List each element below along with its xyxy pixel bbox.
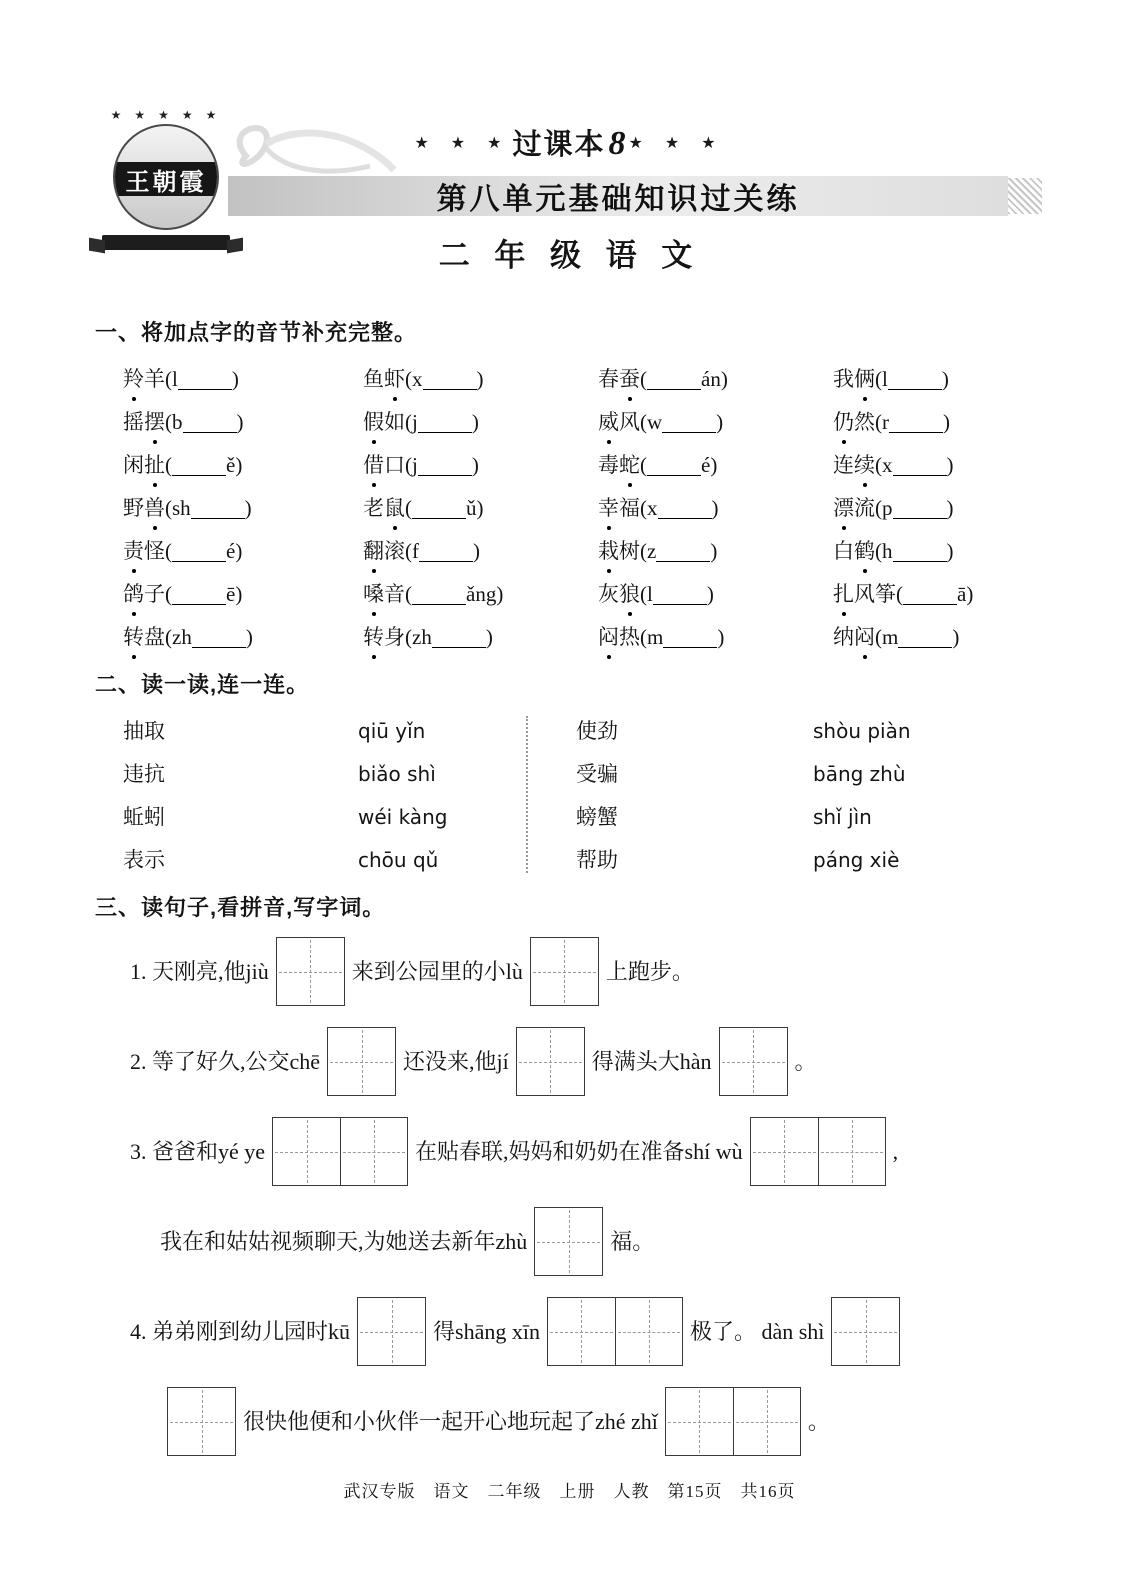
writing-box[interactable]: [665, 1387, 801, 1456]
writing-box[interactable]: [831, 1297, 900, 1366]
writing-box[interactable]: [167, 1387, 236, 1456]
stars-right-icon: ★ ★ ★: [628, 135, 725, 152]
sentence-text: 得shāng xīn: [433, 1318, 540, 1344]
writing-cell[interactable]: [548, 1298, 615, 1365]
match-pinyin-left[interactable]: chōu qǔ: [358, 848, 439, 872]
writing-cell[interactable]: [273, 1118, 340, 1185]
sentence-text: 。: [794, 1048, 817, 1074]
answer-blank[interactable]: [893, 518, 947, 519]
syllable-item: 灰狼(l ): [598, 577, 833, 611]
sentence-lines: [95, 937, 1084, 1456]
syllable-item: 仍然(r ): [833, 405, 1084, 439]
writing-cell[interactable]: [615, 1298, 682, 1365]
answer-blank[interactable]: [656, 561, 710, 562]
answer-blank[interactable]: [898, 647, 952, 648]
sentence-line: [160, 1387, 1084, 1456]
match-pinyin-right[interactable]: shòu piàn: [813, 719, 911, 743]
dotted-word: 栽树: [598, 539, 640, 563]
answer-blank[interactable]: [423, 389, 477, 390]
answer-blank[interactable]: [893, 561, 947, 562]
syllable-item: 翻滚(f ): [363, 534, 598, 568]
syllable-item: 借口(j ): [363, 448, 598, 482]
stars-left-icon: ★ ★ ★: [414, 135, 511, 152]
section-sentences: [95, 891, 1084, 1456]
match-word-left[interactable]: 表示: [123, 848, 165, 872]
section-matching: [95, 668, 1084, 877]
match-word-right[interactable]: 螃蟹: [576, 805, 618, 829]
dotted-word: 灰狼: [598, 582, 640, 606]
sentence-text: 3. 爸爸和yé ye: [130, 1138, 266, 1164]
syllable-item: 栽树(z ): [598, 534, 833, 568]
match-word-left[interactable]: 违抗: [123, 762, 165, 786]
dotted-word: 鸽子: [123, 582, 165, 606]
sentence-line: [160, 1207, 1084, 1276]
dotted-word: 借口: [363, 453, 405, 477]
sentence-line: [130, 1117, 1084, 1186]
answer-blank[interactable]: [191, 518, 245, 519]
syllable-item: 纳闷(m ): [833, 620, 1084, 654]
sentence-text: 上跑步。: [605, 958, 694, 984]
match-pinyin-right[interactable]: shǐ jìn: [813, 805, 872, 829]
dotted-word: 纳闷: [833, 625, 875, 649]
answer-blank[interactable]: [172, 561, 226, 562]
dotted-word: 仍然: [833, 410, 875, 434]
match-word-right[interactable]: 使劲: [576, 719, 618, 743]
answer-blank[interactable]: [662, 432, 716, 433]
match-word-right[interactable]: 受骗: [576, 762, 618, 786]
writing-cell[interactable]: [666, 1388, 733, 1455]
writing-box[interactable]: [276, 937, 345, 1006]
match-pinyin-right[interactable]: páng xiè: [813, 848, 900, 872]
syllable-item: 闲扯( ě): [123, 448, 363, 482]
syllable-item: 毒蛇( é): [598, 448, 833, 482]
writing-cell[interactable]: [751, 1118, 818, 1185]
dotted-word: 野兽: [123, 496, 165, 520]
writing-box[interactable]: [534, 1207, 603, 1276]
syllable-item: 鸽子( ē): [123, 577, 363, 611]
writing-cell[interactable]: [168, 1388, 235, 1455]
dotted-word: 转身: [363, 625, 405, 649]
writing-cell[interactable]: [277, 938, 344, 1005]
dotted-word: 扎风筝: [833, 582, 896, 606]
answer-blank[interactable]: [172, 604, 226, 605]
answer-blank[interactable]: [658, 518, 712, 519]
answer-blank[interactable]: [888, 389, 942, 390]
answer-blank[interactable]: [418, 432, 472, 433]
syllable-item: 白鹤(h ): [833, 534, 1084, 568]
sentence-text: 来到公园里的小lù: [351, 958, 523, 984]
section-syllables: [95, 316, 1084, 654]
sentence-text: 在贴春联,妈妈和奶奶在准备shí wù: [415, 1138, 743, 1164]
section1-heading: 一、将加点字的音节补充完整。: [95, 320, 418, 345]
match-word-left[interactable]: 蚯蚓: [123, 805, 165, 829]
match-area: [123, 714, 1084, 877]
syllable-grid: [123, 362, 1084, 654]
syllable-item: 责怪( é): [123, 534, 363, 568]
dotted-word: 责怪: [123, 539, 165, 563]
dotted-word: 春蚕: [598, 367, 640, 391]
unit-title-band: [228, 176, 1008, 216]
answer-blank[interactable]: [192, 647, 246, 648]
unit-title: 第八单元基础知识过关练: [436, 183, 800, 216]
dotted-word: 鱼虾: [363, 367, 405, 391]
writing-cell[interactable]: [340, 1118, 407, 1185]
answer-blank[interactable]: [647, 389, 701, 390]
syllable-item: 连续(x ): [833, 448, 1084, 482]
writing-box[interactable]: [327, 1027, 396, 1096]
answer-blank[interactable]: [893, 475, 947, 476]
writing-cell[interactable]: [535, 1208, 602, 1275]
dotted-word: 连续: [833, 453, 875, 477]
answer-blank[interactable]: [178, 389, 232, 390]
writing-cell[interactable]: [733, 1388, 800, 1455]
writing-box[interactable]: [530, 937, 599, 1006]
answer-blank[interactable]: [419, 561, 473, 562]
syllable-item: 转盘(zh ): [123, 620, 363, 654]
footer-text: 武汉专版 语文 二年级 上册 人教 第15页 共16页: [343, 1482, 796, 1501]
writing-cell[interactable]: [517, 1028, 584, 1095]
dotted-word: 闲扯: [123, 453, 165, 477]
writing-cell[interactable]: [720, 1028, 787, 1095]
section3-heading: 三、读句子,看拼音,写字词。: [95, 895, 386, 920]
dotted-word: 毒蛇: [598, 453, 640, 477]
syllable-item: 漂流(p ): [833, 491, 1084, 525]
dotted-word: 翻滚: [363, 539, 405, 563]
sentence-text: 1. 天刚亮,他jiù: [130, 958, 269, 984]
header: [0, 0, 1139, 302]
syllable-item: 鱼虾(x ): [363, 362, 598, 396]
dither-pattern: [1008, 178, 1042, 214]
dotted-word: 摇摆: [123, 410, 165, 434]
match-word-left[interactable]: 抽取: [123, 719, 165, 743]
match-grid: [123, 714, 1084, 877]
series-number: 8: [608, 125, 626, 162]
writing-box[interactable]: [719, 1027, 788, 1096]
syllable-item: 老鼠( ǔ): [363, 491, 598, 525]
syllable-item: 春蚕( án): [598, 362, 833, 396]
series-name: 过课本: [512, 129, 606, 161]
dotted-word: 我俩: [833, 367, 875, 391]
sentence-text: 极了。 dàn shì: [689, 1318, 825, 1344]
dotted-word: 幸福: [598, 496, 640, 520]
syllable-item: 我俩(l ): [833, 362, 1084, 396]
logo-stars-icon: ★ ★ ★ ★ ★: [110, 108, 222, 122]
sentence-text: 得满头大hàn: [591, 1048, 712, 1074]
sentence-text: ,: [892, 1138, 899, 1164]
answer-blank[interactable]: [663, 647, 717, 648]
dotted-word: 羚羊: [123, 367, 165, 391]
answer-blank[interactable]: [172, 475, 226, 476]
answer-blank[interactable]: [432, 647, 486, 648]
match-pinyin-left[interactable]: biǎo shì: [358, 762, 436, 786]
section2-heading: 二、读一读,连一连。: [95, 672, 310, 697]
sentence-line: [130, 1297, 1084, 1366]
match-pinyin-right[interactable]: bāng zhù: [813, 762, 906, 786]
syllable-item: 野兽(sh ): [123, 491, 363, 525]
answer-blank[interactable]: [647, 475, 701, 476]
sentence-line: [130, 937, 1084, 1006]
dotted-word: 嗓音: [363, 582, 405, 606]
syllable-item: 羚羊(l ): [123, 362, 363, 396]
match-word-right[interactable]: 帮助: [576, 848, 618, 872]
writing-cell[interactable]: [531, 938, 598, 1005]
writing-box[interactable]: [357, 1297, 426, 1366]
sentence-text: 4. 弟弟刚到幼儿园时kū: [130, 1318, 351, 1344]
dotted-word: 假如: [363, 410, 405, 434]
dotted-word: 漂流: [833, 496, 875, 520]
syllable-item: 嗓音( ǎng): [363, 577, 598, 611]
answer-blank[interactable]: [418, 475, 472, 476]
writing-box[interactable]: [750, 1117, 886, 1186]
worksheet-body: [0, 316, 1139, 1456]
dotted-word: 白鹤: [833, 539, 875, 563]
footer: [0, 1477, 1139, 1502]
series-title: [0, 122, 1139, 163]
syllable-item: 闷热(m ): [598, 620, 833, 654]
syllable-item: 转身(zh ): [363, 620, 598, 654]
writing-cell[interactable]: [358, 1298, 425, 1365]
answer-blank[interactable]: [183, 432, 237, 433]
syllable-item: 假如(j ): [363, 405, 598, 439]
answer-blank[interactable]: [412, 604, 466, 605]
sentence-text: 还没来,他jí: [403, 1048, 509, 1074]
writing-cell[interactable]: [832, 1298, 899, 1365]
logo-name: 王朝霞: [113, 162, 219, 196]
sentence-text: 。: [807, 1408, 830, 1434]
grade-subject: 二 年 级 语 文: [438, 238, 701, 273]
writing-box[interactable]: [516, 1027, 585, 1096]
match-pinyin-left[interactable]: wéi kàng: [358, 805, 448, 829]
match-pinyin-left[interactable]: qiū yǐn: [358, 719, 426, 743]
answer-blank[interactable]: [412, 518, 466, 519]
syllable-item: 幸福(x ): [598, 491, 833, 525]
writing-box[interactable]: [547, 1297, 683, 1366]
answer-blank[interactable]: [903, 604, 957, 605]
dotted-word: 转盘: [123, 625, 165, 649]
sentence-text: 我在和姑姑视频聊天,为她送去新年zhù: [160, 1228, 528, 1254]
sentence-text: 福。: [610, 1228, 655, 1254]
writing-cell[interactable]: [818, 1118, 885, 1185]
dotted-word: 闷热: [598, 625, 640, 649]
sentence-text: 2. 等了好久,公交chē: [130, 1048, 321, 1074]
match-divider: [526, 716, 528, 873]
writing-cell[interactable]: [328, 1028, 395, 1095]
answer-blank[interactable]: [653, 604, 707, 605]
answer-blank[interactable]: [889, 432, 943, 433]
sentence-text: 很快他便和小伙伴一起开心地玩起了zhé zhǐ: [243, 1408, 658, 1434]
syllable-item: 摇摆(b ): [123, 405, 363, 439]
dotted-word: 老鼠: [363, 496, 405, 520]
syllable-item: 威风(w ): [598, 405, 833, 439]
syllable-item: 扎风筝( ā): [833, 577, 1084, 611]
dotted-word: 威风: [598, 410, 640, 434]
writing-box[interactable]: [272, 1117, 408, 1186]
sentence-line: [130, 1027, 1084, 1096]
